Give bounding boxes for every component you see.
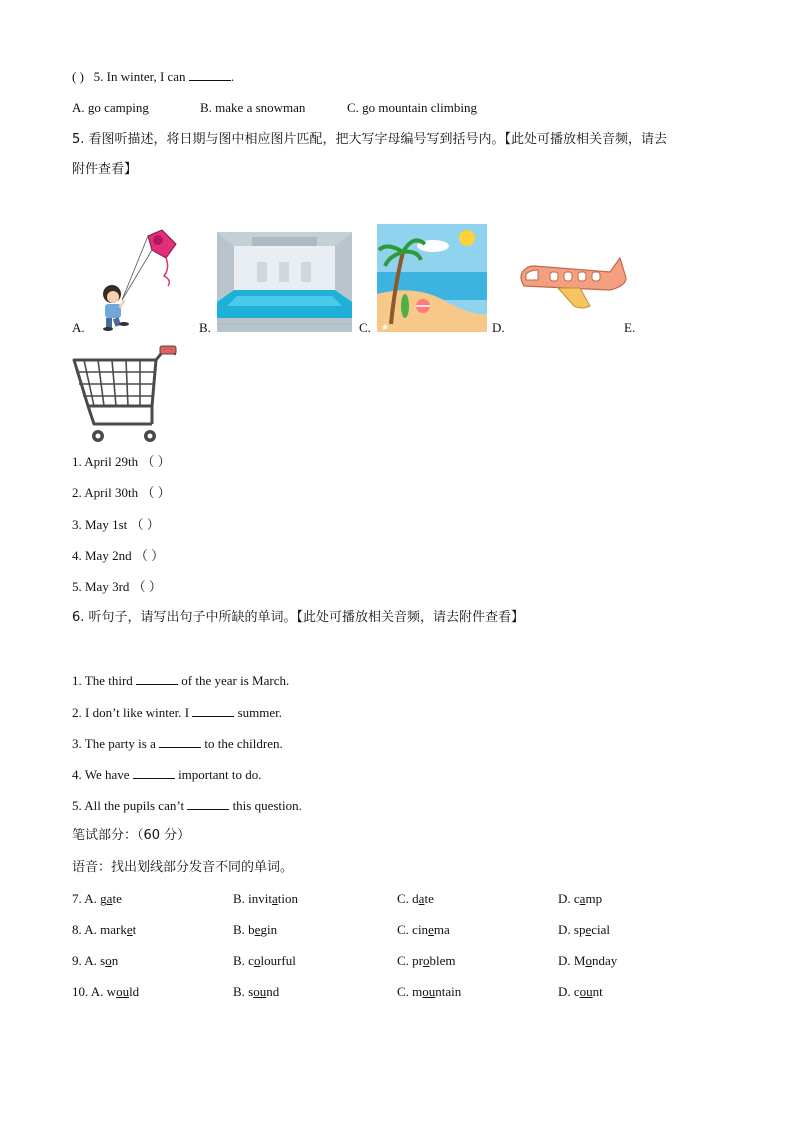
swimming-pool-image	[217, 232, 352, 332]
date-item-4: 4. May 2nd （ ）	[72, 548, 165, 563]
choice: C. mountain	[397, 984, 462, 999]
answer-blank[interactable]	[187, 797, 229, 810]
airplane-image	[514, 248, 630, 310]
choice: B. invitation	[233, 891, 299, 906]
written-part-title: 笔试部分：（60 分）	[72, 828, 191, 843]
choice: 9. A. son	[72, 953, 119, 968]
label-e: E.	[624, 320, 636, 335]
beach-image	[377, 224, 487, 332]
label-b: B.	[199, 320, 211, 335]
svg-text:★: ★	[381, 323, 390, 332]
choice: B. colourful	[233, 953, 296, 968]
sentence-1: 1. The third of the year is March.	[72, 673, 290, 688]
date-item-3: 3. May 1st （ ）	[72, 517, 160, 532]
label-d: D.	[492, 320, 505, 335]
option-c: C. go mountain climbing	[347, 100, 477, 115]
choice: 8. A. market	[72, 922, 137, 937]
answer-blank[interactable]	[133, 766, 175, 779]
section-5-heading-cont: 附件查看】	[72, 162, 138, 177]
date-item-5: 5. May 3rd （ ）	[72, 579, 162, 594]
choice: D. special	[558, 922, 610, 937]
date-item-1: 1. April 29th （ ）	[72, 454, 171, 469]
sentence-5: 5. All the pupils can’t this question.	[72, 798, 302, 813]
choice: B. sound	[233, 984, 280, 999]
choice: 7. A. gate	[72, 891, 122, 906]
date-item-2: 2. April 30th （ ）	[72, 485, 171, 500]
section-6-heading: 6. 听句子，请写出句子中所缺的单词。【此处可播放相关音频，请去附件查看】	[72, 610, 525, 625]
choice: C. problem	[397, 953, 456, 968]
option-b: B. make a snowman	[200, 100, 306, 115]
option-a: A. go camping	[72, 100, 149, 115]
label-a: A.	[72, 320, 85, 335]
boy-flying-kite-image	[92, 228, 180, 332]
sentence-3: 3. The party is a to the children.	[72, 736, 283, 751]
shopping-cart-image	[72, 342, 178, 446]
answer-blank[interactable]	[159, 735, 201, 748]
choice: D. count	[558, 984, 603, 999]
answer-paren: ( )	[72, 69, 84, 84]
label-c: C.	[359, 320, 371, 335]
sentence-4: 4. We have important to do.	[72, 767, 262, 782]
answer-blank[interactable]	[192, 704, 234, 717]
answer-blank[interactable]	[189, 68, 231, 81]
section-5-heading: 5. 看图听描述，将日期与图中相应图片匹配，把大写字母编号写到括号内。【此处可播放相关音频，请去	[72, 132, 668, 147]
phonetics-instruction: 语音：找出划线部分发音不同的单词。	[72, 860, 294, 875]
choice: C. date	[397, 891, 434, 906]
stem-text: 5. In winter, I can	[93, 69, 186, 84]
choice: D. camp	[558, 891, 603, 906]
choice: 10. A. would	[72, 984, 140, 999]
choice: D. Monday	[558, 953, 618, 968]
answer-blank[interactable]	[136, 672, 178, 685]
choice: B. begin	[233, 922, 278, 937]
sentence-2: 2. I don’t like winter. I summer.	[72, 705, 283, 720]
choice: C. cinema	[397, 922, 450, 937]
question-5-stem: ( ) 5. In winter, I can .	[72, 69, 235, 84]
